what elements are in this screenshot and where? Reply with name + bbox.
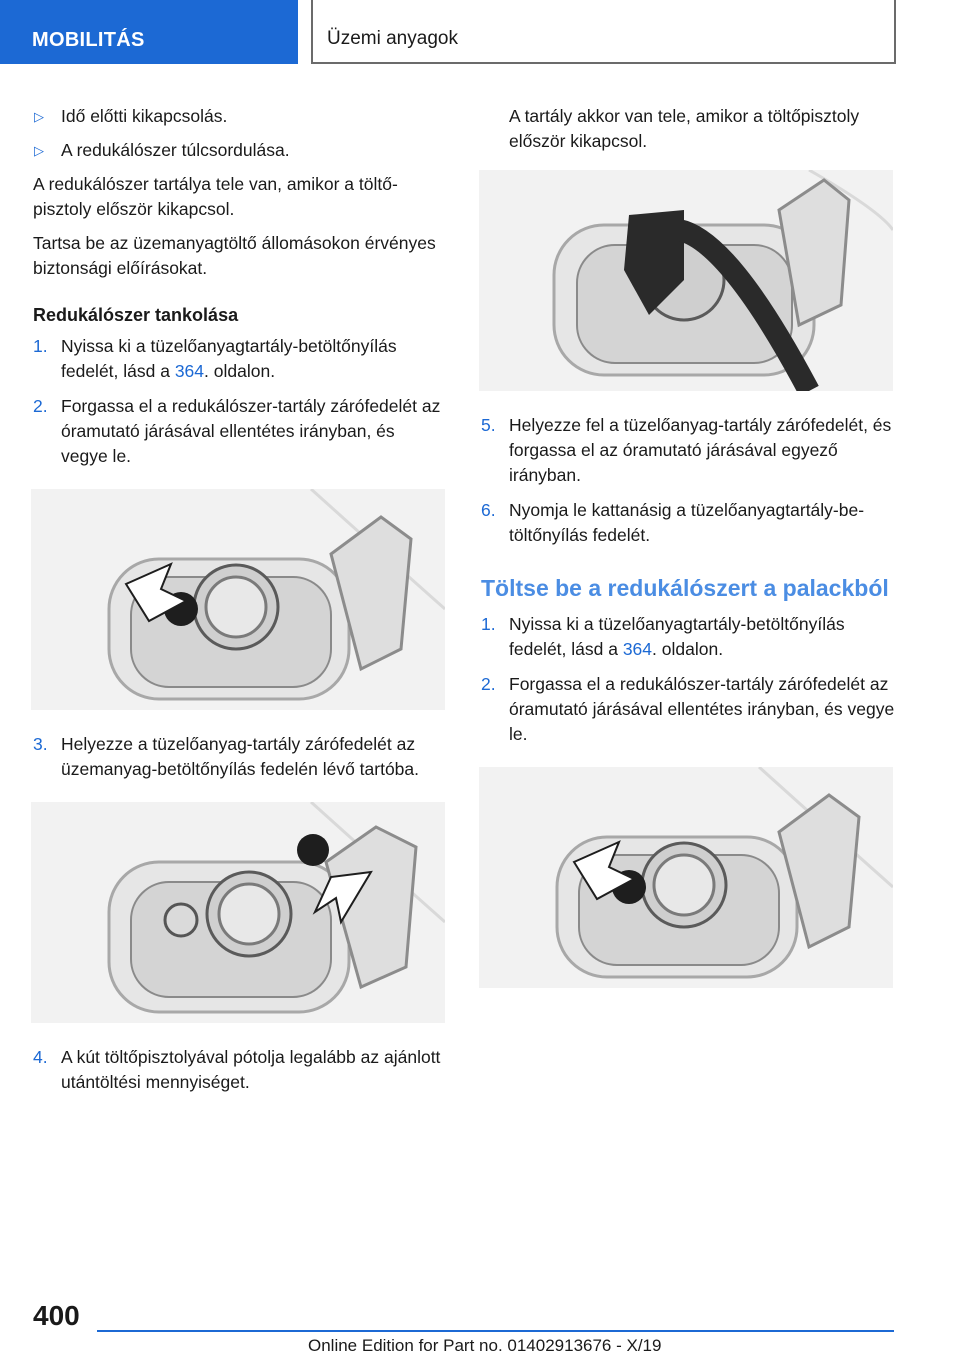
step-4: 4. A kút töltőpisztolyával pótolja legalább az ajánlott utántöltési mennyiséget. (33, 1047, 441, 1092)
page-link[interactable]: 364 (622, 639, 653, 659)
figure-cap-removal (31, 489, 445, 710)
step-1: 1. Nyissa ki a tüzelőanyagtartály-betöltőnyílás fedelét, lásd a 364. oldalon. (33, 336, 397, 381)
footer-divider (97, 1330, 894, 1332)
step-number: 5. (481, 415, 496, 435)
step-6: 6. Nyomja le kattanásig a tüzelőanyagtartály-betöltőnyílás fedelét. (481, 500, 865, 545)
figure-cap-removal-bottle (479, 767, 893, 988)
step-5: 5. Helyezze fel a tüzelőanyag-tartály zárófedelét, és forgassa el az óramutató járásával egyező irányban. (481, 415, 892, 485)
step-number: 4. (33, 1047, 48, 1067)
paragraph: Tartsa be az üzemanyagtöltő állomásokon érvényes biztonsági előírásokat. (33, 233, 436, 278)
section-title: Töltse be a redukálószert a palackból (481, 575, 889, 601)
step-3: 3. Helyezze a tüzelőanyag-tartály zárófedelét az üzemanyag-betöltőnyílás fedelén lévő tartóba. (33, 734, 420, 779)
subheading: Redukálószer tankolása (33, 305, 239, 325)
left-column (33, 104, 445, 1105)
step-number: 1. (33, 336, 48, 356)
bullet-item: ▷ Idő előtti kikapcsolás. (33, 104, 445, 129)
paragraph: A redukálószer tartálya tele van, amikor a töltőpisztoly először kikapcsol. (33, 174, 398, 219)
chapter-title: Üzemi anyagok (311, 0, 896, 64)
page-number: 400 (33, 1300, 80, 1331)
step-2: 2. Forgassa el a redukálószer-tartály zárófedelét az óramutató járásával ellentétes irányban, és vegye le. (481, 674, 895, 744)
step-number: 2. (481, 674, 496, 694)
page-link[interactable]: 364 (174, 361, 205, 381)
triangle-bullet-icon: ▷ (34, 109, 44, 124)
section-tab: MOBILITÁS (0, 0, 298, 64)
step-number: 1. (481, 614, 496, 634)
step-number: 6. (481, 500, 496, 520)
paragraph: A tartály akkor van tele, amikor a töltőpisztoly először kikapcsol. (509, 106, 860, 151)
step-1: 1. Nyissa ki a tüzelőanyagtartály-betöltőnyílás fedelét, lásd a 364. oldalon. (481, 614, 845, 659)
figure-nozzle-refill (479, 170, 893, 391)
edition-text: Online Edition for Part no. 01402913676 - X/19 (308, 1336, 662, 1355)
figure-cap-holder (31, 802, 445, 1023)
step-2: 2. Forgassa el a redukálószer-tartály zárófedelét az óramutató járásával ellentétes irányban, és vegye le. (33, 396, 441, 466)
step-number: 2. (33, 396, 48, 416)
triangle-bullet-icon: ▷ (34, 143, 44, 158)
bullet-item: ▷ A redukálószer túlcsordulása. (33, 138, 445, 163)
step-number: 3. (33, 734, 48, 754)
right-column (481, 104, 899, 1010)
